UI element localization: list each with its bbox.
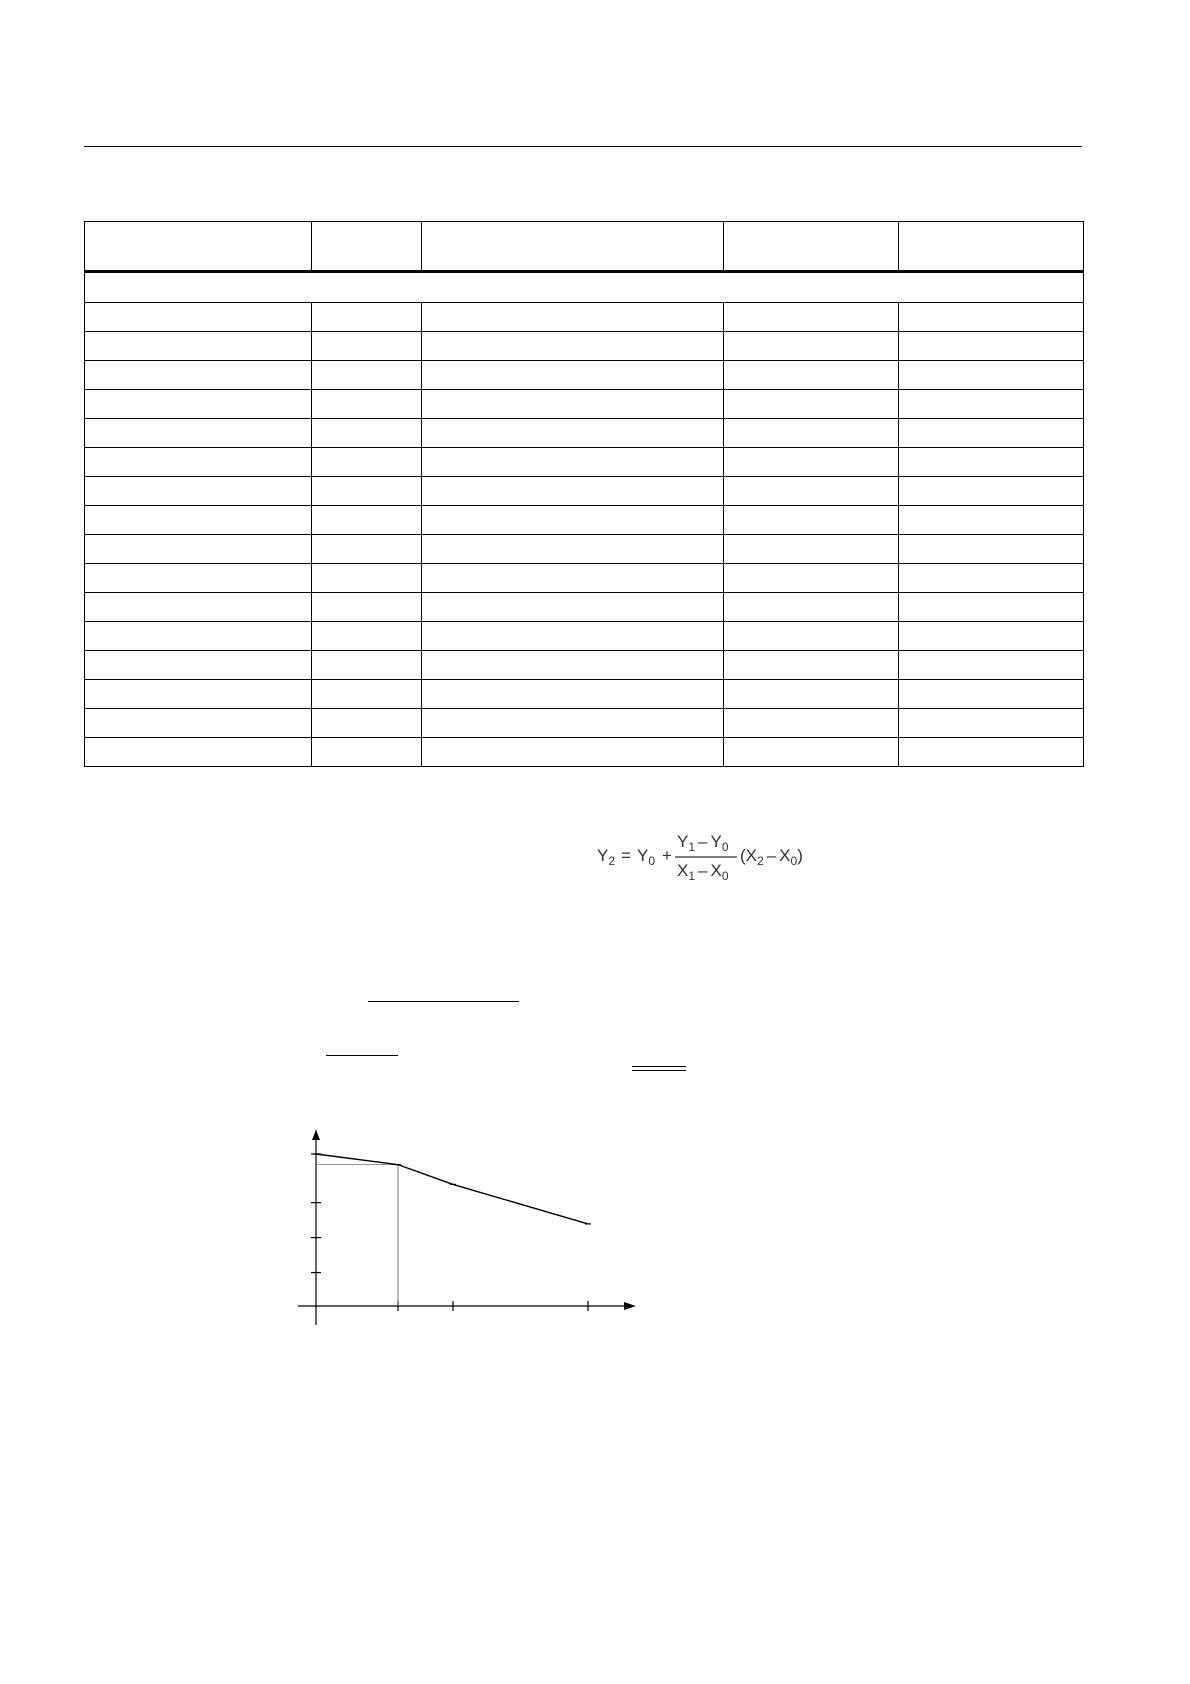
table-cell xyxy=(85,361,312,390)
table-row xyxy=(85,419,1084,448)
interpolation-formula xyxy=(597,826,837,882)
table-cell xyxy=(899,361,1084,390)
line-graph xyxy=(290,1120,640,1340)
table-cell xyxy=(899,535,1084,564)
table-cell xyxy=(724,506,899,535)
table-cell xyxy=(312,448,422,477)
table-header-cell xyxy=(85,222,312,272)
table-cell xyxy=(899,593,1084,622)
table-cell xyxy=(724,564,899,593)
formula-denominator: $X_1 - X_0$ xyxy=(677,861,729,882)
table-row xyxy=(85,651,1084,680)
table-cell xyxy=(724,361,899,390)
table-cell xyxy=(85,709,312,738)
table-cell xyxy=(422,593,724,622)
table-cell xyxy=(422,680,724,709)
table-cell xyxy=(312,738,422,767)
table-cell xyxy=(724,651,899,680)
interpolation-guides xyxy=(316,1165,398,1306)
table-header-cell xyxy=(724,222,899,272)
table-cell xyxy=(85,477,312,506)
table-cell xyxy=(724,303,899,332)
table-cell xyxy=(312,303,422,332)
table-cell xyxy=(312,506,422,535)
table-cell xyxy=(724,477,899,506)
table-row xyxy=(85,535,1084,564)
table-cell xyxy=(422,651,724,680)
x-axis-arrow-icon xyxy=(624,1302,636,1310)
table-cell xyxy=(422,419,724,448)
table-cell xyxy=(899,477,1084,506)
underline-mark xyxy=(368,1001,519,1002)
table-cell xyxy=(85,390,312,419)
table-cell xyxy=(724,593,899,622)
table-cell xyxy=(312,332,422,361)
formula-plus: + xyxy=(662,846,672,865)
table-cell xyxy=(312,419,422,448)
table-cell xyxy=(312,651,422,680)
table-cell xyxy=(312,564,422,593)
table-row xyxy=(85,332,1084,361)
double-underline-mark xyxy=(632,1066,686,1071)
table-cell xyxy=(312,390,422,419)
table-cell xyxy=(724,535,899,564)
table-header-cell xyxy=(422,222,724,272)
table-row xyxy=(85,709,1084,738)
table-header-cell xyxy=(312,222,422,272)
table-cell xyxy=(312,593,422,622)
formula-parenthesis-term: $(X_2 - X_0)$ xyxy=(740,846,803,868)
table-cell xyxy=(422,361,724,390)
table-cell xyxy=(422,303,724,332)
formula-equals: = xyxy=(621,846,631,865)
table-cell xyxy=(422,506,724,535)
table-cell xyxy=(85,622,312,651)
table-cell xyxy=(422,390,724,419)
table-cell xyxy=(85,535,312,564)
table-cell xyxy=(899,622,1084,651)
table-cell xyxy=(85,506,312,535)
table-cell xyxy=(312,361,422,390)
table-row xyxy=(85,448,1084,477)
table-row xyxy=(85,303,1084,332)
x-axis xyxy=(298,1302,636,1310)
table-cell xyxy=(899,448,1084,477)
table-cell xyxy=(422,738,724,767)
table-cell xyxy=(899,564,1084,593)
table-cell xyxy=(85,564,312,593)
table-cell xyxy=(85,332,312,361)
table-cell xyxy=(85,593,312,622)
header-rule xyxy=(84,146,1082,147)
underline-mark xyxy=(326,1055,398,1056)
table-cell xyxy=(899,709,1084,738)
table-cell xyxy=(422,332,724,361)
table-cell xyxy=(422,564,724,593)
table-cell xyxy=(724,709,899,738)
table-header-row xyxy=(85,222,1084,272)
table-cell xyxy=(422,622,724,651)
table-cell xyxy=(85,738,312,767)
table-cell xyxy=(724,738,899,767)
table-row xyxy=(85,593,1084,622)
table-row xyxy=(85,564,1084,593)
table-section-row xyxy=(85,272,1084,303)
y-axis-arrow-icon xyxy=(312,1130,320,1140)
table-cell xyxy=(85,651,312,680)
table-cell xyxy=(422,709,724,738)
table-cell xyxy=(899,419,1084,448)
table-cell xyxy=(899,332,1084,361)
table-section-cell xyxy=(85,272,1084,303)
formula-y0: $Y_0$ xyxy=(637,846,656,868)
table-row xyxy=(85,680,1084,709)
table-cell xyxy=(422,477,724,506)
table-cell xyxy=(312,709,422,738)
table-cell xyxy=(899,680,1084,709)
table-cell xyxy=(422,448,724,477)
table-cell xyxy=(724,390,899,419)
table-cell xyxy=(899,738,1084,767)
table-header-cell xyxy=(899,222,1084,272)
table-row xyxy=(85,738,1084,767)
table-cell xyxy=(724,419,899,448)
table-cell xyxy=(899,651,1084,680)
table-cell xyxy=(85,680,312,709)
formula-numerator: $Y_1 - Y_0$ xyxy=(677,832,729,854)
table-row xyxy=(85,622,1084,651)
table-cell xyxy=(724,680,899,709)
table-cell xyxy=(312,680,422,709)
table-row xyxy=(85,361,1084,390)
table-cell xyxy=(422,535,724,564)
table-cell xyxy=(724,448,899,477)
table-cell xyxy=(312,622,422,651)
formula-lhs: $Y_2$ xyxy=(597,846,616,868)
table-cell xyxy=(312,535,422,564)
table-cell xyxy=(899,303,1084,332)
table-cell xyxy=(85,448,312,477)
table-cell xyxy=(724,332,899,361)
table-cell xyxy=(899,506,1084,535)
table-row xyxy=(85,477,1084,506)
table-cell xyxy=(85,419,312,448)
table-cell xyxy=(312,477,422,506)
table-cell xyxy=(724,622,899,651)
table-cell xyxy=(85,303,312,332)
table-row xyxy=(85,506,1084,535)
table-cell xyxy=(899,390,1084,419)
y-axis xyxy=(312,1130,320,1325)
table-row xyxy=(85,390,1084,419)
data-table xyxy=(84,221,1084,767)
